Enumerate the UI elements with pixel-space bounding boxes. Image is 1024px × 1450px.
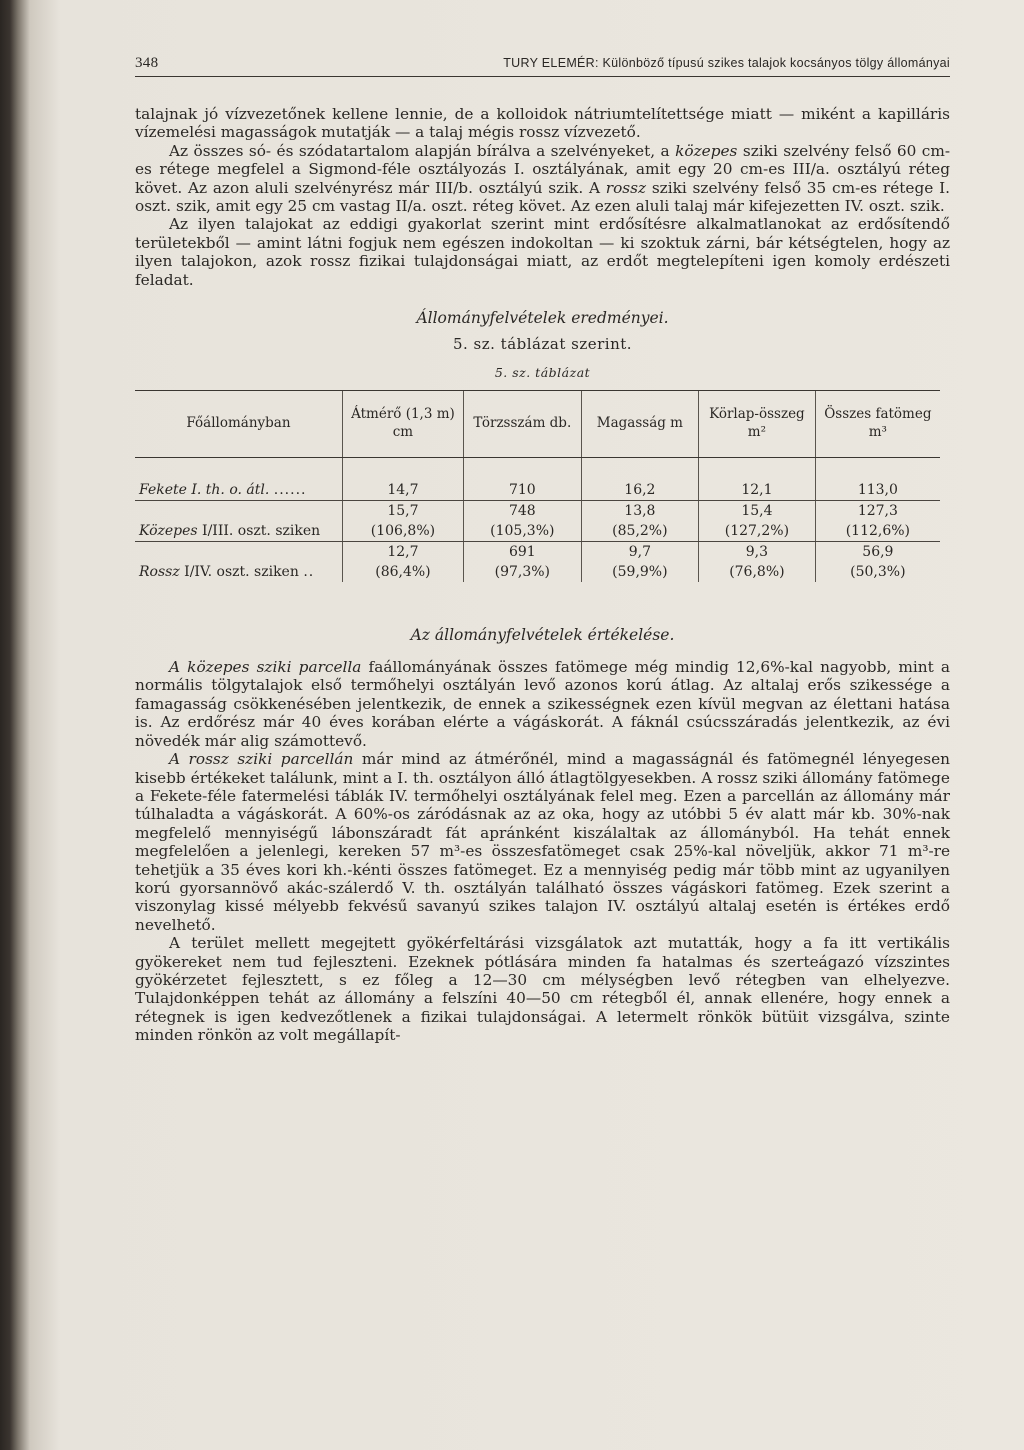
stand-data-table <box>135 390 940 582</box>
paragraph-medium-plot: A közepes sziki parcella faállományának összes fatömege még mindig 12,6%-kal nagyobb, mint a normális tölgytalajok első termőhelyi osztályán levő azonos korú átlag. Az altalaj erős szikessége a famagasság csökkenésében jelentkezik, de ennek a szikességnek ezen kívül megvan az élettani hatása is. Az erdőrész már 40 éves korában elérte a vágáskorát. A fáknál csúcsszáradás jelentkezik, az évi növedék már alig számottevő. <box>135 658 951 750</box>
table-cell: 9,7 <box>581 542 698 563</box>
table-header-row <box>135 391 940 458</box>
top-text-block <box>135 105 950 289</box>
header-cell-diameter: Átmérő (1,3 m) cm <box>342 391 463 458</box>
section-title: Állományfelvételek eredményei. <box>416 309 669 328</box>
table-cell-percent: (112,6%) <box>815 521 940 542</box>
table-cell: 127,3 <box>815 501 940 522</box>
table-cell-percent: (97,3%) <box>463 562 581 582</box>
table-cell-percent: (105,3%) <box>463 521 581 542</box>
table-row <box>135 562 940 582</box>
row-label: Közepes I/III. oszt. sziken <box>135 521 342 542</box>
running-header <box>135 55 950 77</box>
running-title: TURY ELEMÉR: Különböző típusú szikes talajok kocsányos tölgy állományai <box>503 56 950 70</box>
table-cell: 710 <box>463 458 581 501</box>
table-cell: 56,9 <box>815 542 940 563</box>
table-cell: 12,1 <box>699 458 816 501</box>
table-cell: 9,3 <box>699 542 816 563</box>
table-cell-percent: (76,8%) <box>699 562 816 582</box>
table-row <box>135 458 940 501</box>
header-cell-basal-area: Körlap-összeg m² <box>699 391 816 458</box>
table-cell: 16,2 <box>581 458 698 501</box>
table-cell: 15,4 <box>699 501 816 522</box>
row-label-spacer <box>135 542 342 563</box>
evaluation-title: Az állományfelvételek értékelése. <box>410 626 675 645</box>
table-cell-percent: (127,2%) <box>699 521 816 542</box>
table-caption: 5. sz. táblázat <box>494 365 591 381</box>
table-cell-percent: (85,2%) <box>581 521 698 542</box>
page-number: 348 <box>135 55 159 71</box>
paragraph-poor-plot: A rossz sziki parcellán már mind az átmérőnél, mind a magasságnál és fatömegnél lényegesen kisebb értékeket találunk, mint a I. th. osztályon álló átlagtölgyesekben. A rossz sziki állomány fatömege a Fekete-féle fatermelési táblák IV. termőhelyi osztályának felel meg. Ezen a parcellán az állomány már túlhaladta a vágáskorát. A 60%-os záródásnak az az oka, hogy az utóbbi 5 év alatt már kb. 30%-nak megfelelő mennyiségű lábonszáradt fát apránként kiszálaltak az állományból. Ha tehát ennek megfelelően a jelenlegi, kereken 57 m³-es összesfatömeget csak 25%-kal növeljük, akkor 71 m³-re tehetjük a 35 éves kori kh.-kénti összes fatömeget. Ez a mennyiség pedig már több mint az ugyanilyen korú gyorsannövő akác-szálerdő V. th. osztályán található összes vágáskori fatömeg. Ezek szerint a viszonylag kissé mélyebb fekvésű savanyú szikes talajon IV. osztályú altalaj esetén is értékes erdő nevelhető. <box>135 750 950 934</box>
paragraph-continued: talajnak jó vízvezetőnek kellene lennie, de a kolloidok nátriumtelítettsége miatt — miként a kapilláris vízemelési magasságok mutatják — a talaj mégis rossz vízvezető. <box>135 105 950 142</box>
table-cell-percent: (106,8%) <box>342 521 463 542</box>
row-label: Fekete I. th. o. átl. ...... <box>135 458 342 501</box>
table-cell: 12,7 <box>342 542 463 563</box>
bottom-text-block <box>135 658 950 1045</box>
paragraph-afforestation: Az ilyen talajokat az eddigi gyakorlat szerint mint erdősítésre alkalmatlanokat az erdősítendő területekből — amint látni fogjuk nem egészen indokoltan — ki szoktuk zárni, bár kétségtelen, hogy az ilyen talajokon, azok rossz fizikai tulajdonságai miatt, az erdőt megtelepíteni igen komoly erdészeti feladat. <box>135 215 950 289</box>
table-row <box>135 501 940 522</box>
header-cell-main-stand: Főállományban <box>135 391 342 458</box>
row-label: Rossz I/IV. oszt. sziken .. <box>139 564 315 581</box>
table-cell-percent: (86,4%) <box>342 562 463 582</box>
header-cell-stem-count: Törzsszám db. <box>463 391 581 458</box>
table-cell-percent: (59,9%) <box>581 562 698 582</box>
table-cell-percent: (50,3%) <box>815 562 940 582</box>
paragraph-salt-content: Az összes só- és szódatartalom alapján bírálva a szelvényeket, a közepes sziki szelvény felső 60 cm-es rétege megfelel a Sigmond-féle osztályozás I. osztályának, amit egy 20 cm-es III/a. osztályú réteg követ. Az azon aluli szelvényrész már III/b. osztályú szik. A rossz sziki szelvény felső 35 cm-es rétege I. oszt. szik, amit egy 25 cm vastag II/a. oszt. réteg követ. Az ezen aluli talaj már kifejezetten IV. oszt. szik. <box>135 141 950 216</box>
header-cell-volume: Összes fatömeg m³ <box>815 391 940 458</box>
section-subtitle: 5. sz. táblázat szerint. <box>452 335 633 354</box>
table-cell: 15,7 <box>342 501 463 522</box>
table-row <box>135 521 940 542</box>
header-cell-height: Magasság m <box>581 391 698 458</box>
table-cell: 13,8 <box>581 501 698 522</box>
row-label-spacer <box>135 501 342 522</box>
table-cell: 748 <box>463 501 581 522</box>
page-content <box>135 55 950 1045</box>
table-row <box>135 542 940 563</box>
paragraph-root-study: A terület mellett megejtett gyökérfeltárási vizsgálatok azt mutatták, hogy a fa itt vertikális gyökereket nem tud fejleszteni. Ezeknek pótlására minden fa hatalmas és szerteágazó vízszintes gyökérzetet fejlesztett, s ez főleg a 12—30 cm mélységben levő rétegben van elhelyezve. Tulajdonképpen tehát az állomány a felszíni 40—50 cm rétegből él, annak ellenére, hogy ennek a rétegnek is igen kedvezőtlenek a fizikai tulajdonságai. A letermelt rönkök bütüit vizsgálva, szinte minden rönkön az volt megállapít- <box>135 934 950 1045</box>
table-cell: 113,0 <box>815 458 940 501</box>
table-cell: 691 <box>463 542 581 563</box>
table-cell: 14,7 <box>342 458 463 501</box>
